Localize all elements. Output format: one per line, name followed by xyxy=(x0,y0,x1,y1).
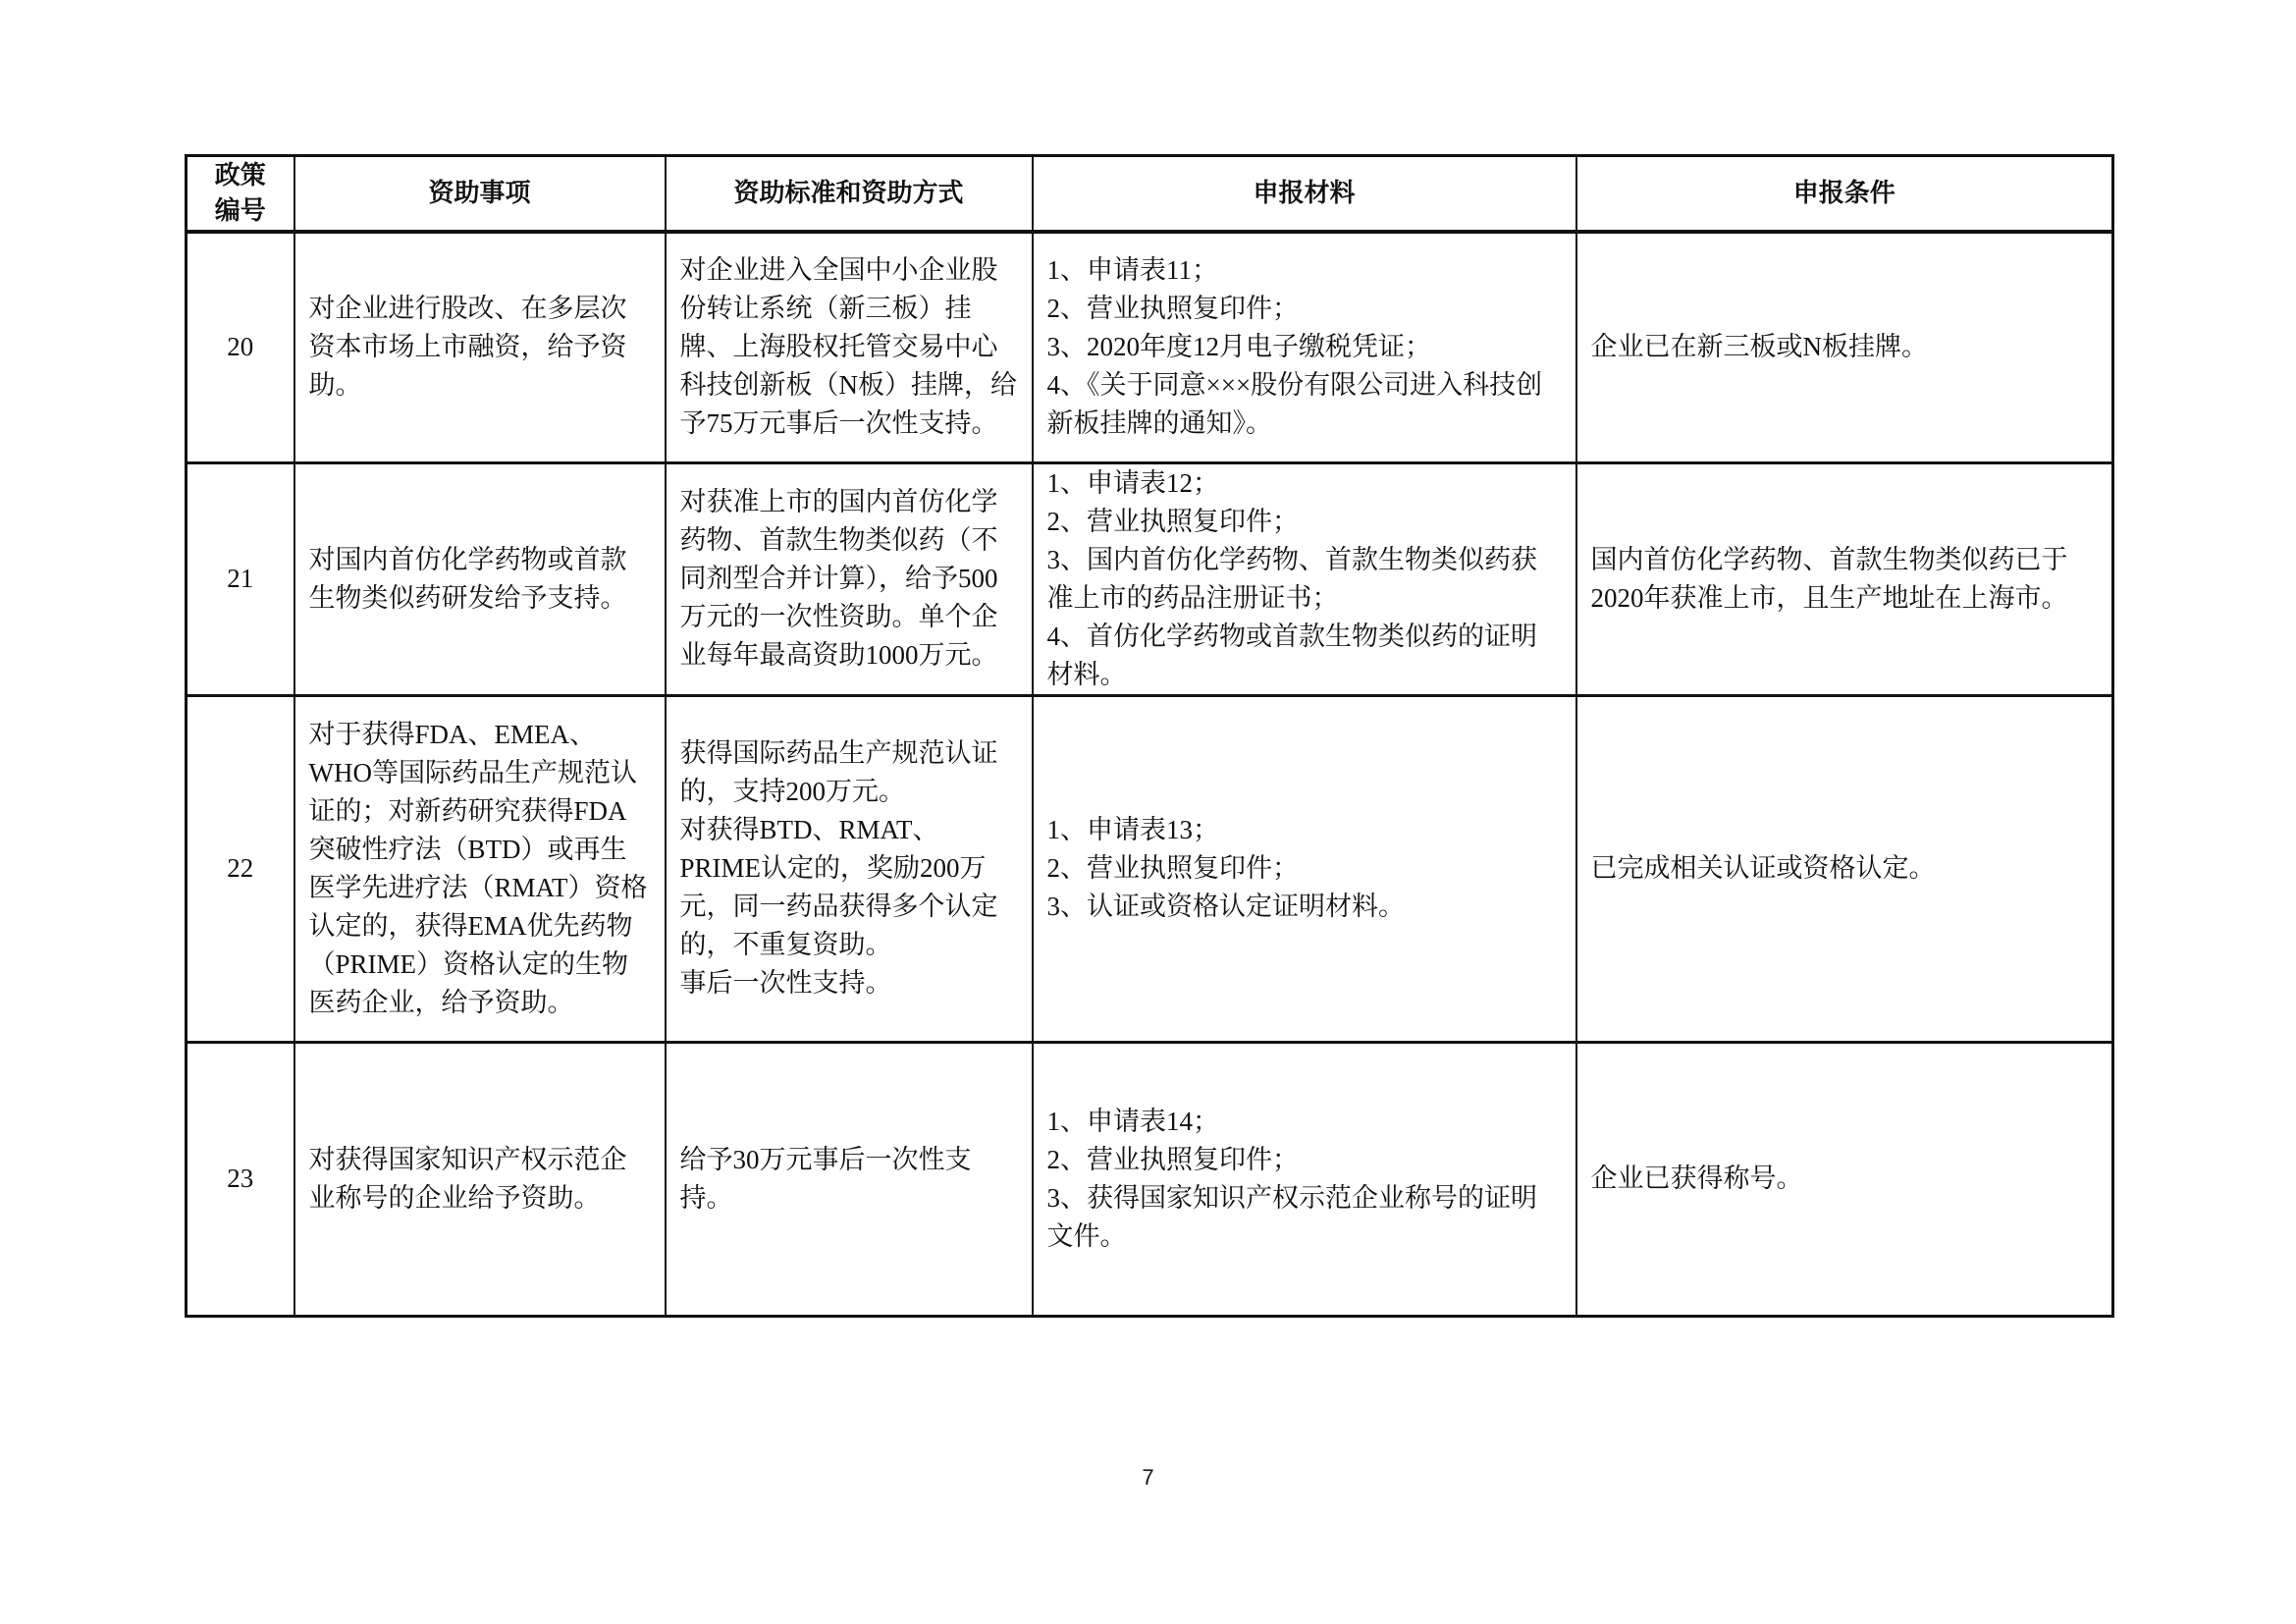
header-conditions: 申报条件 xyxy=(1576,156,2113,233)
material-item: 3、获得国家知识产权示范企业称号的证明文件。 xyxy=(1046,1182,1537,1251)
material-item: 2、营业执照复印件； xyxy=(1046,1144,1299,1174)
material-item: 4、首仿化学药物或首款生物类似药的证明材料。 xyxy=(1046,621,1537,689)
policy-table xyxy=(185,154,2114,1318)
funding-item: 对获得国家知识产权示范企业称号的企业给予资助。 xyxy=(294,1042,666,1316)
application-materials xyxy=(1033,462,1576,695)
table-row xyxy=(187,1042,2113,1316)
policy-number: 22 xyxy=(187,695,294,1042)
material-item: 4、《关于同意×××股份有限公司进入科技创新板挂牌的通知》。 xyxy=(1046,370,1543,439)
material-item: 1、申请表11； xyxy=(1046,255,1218,286)
material-item: 2、营业执照复印件； xyxy=(1046,506,1299,536)
funding-standard: 给予30万元事后一次性支持。 xyxy=(666,1042,1033,1316)
header-standard: 资助标准和资助方式 xyxy=(666,156,1033,233)
material-item: 1、申请表13； xyxy=(1046,815,1219,844)
application-conditions: 企业已在新三板或N板挂牌。 xyxy=(1576,232,2113,462)
header-item: 资助事项 xyxy=(294,156,666,233)
standard-line: 获得国际药品生产规范认证的，支持200万元。 xyxy=(679,738,998,806)
material-item: 1、申请表12； xyxy=(1046,467,1219,498)
page-number: 7 xyxy=(1142,1465,1154,1489)
table-header-row xyxy=(187,156,2113,233)
material-item: 3、国内首仿化学药物、首款生物类似药获准上市的药品注册证书； xyxy=(1046,544,1537,613)
material-item: 3、认证或资格认定证明材料。 xyxy=(1046,892,1405,921)
header-materials: 申报材料 xyxy=(1033,156,1576,233)
funding-standard: 对获准上市的国内首仿化学药物、首款生物类似药（不同剂型合并计算），给予500万元的一次性资助。单个企业每年最高资助1000万元。 xyxy=(666,462,1033,695)
application-conditions: 国内首仿化学药物、首款生物类似药已于2020年获准上市，且生产地址在上海市。 xyxy=(1576,462,2113,695)
funding-item: 对国内首仿化学药物或首款生物类似药研发给予支持。 xyxy=(294,462,666,695)
policy-number: 21 xyxy=(187,462,294,695)
header-policy-no: 政策 编号 xyxy=(187,156,294,233)
table-row xyxy=(187,232,2113,462)
table-row xyxy=(187,695,2113,1042)
funding-standard: 对企业进入全国中小企业股份转让系统（新三板）挂牌、上海股权托管交易中心科技创新板（N板）挂牌，给予75万元事后一次性支持。 xyxy=(666,232,1033,462)
application-materials xyxy=(1033,1042,1576,1316)
policy-number: 23 xyxy=(187,1042,294,1316)
policy-number: 20 xyxy=(187,232,294,462)
application-materials xyxy=(1033,232,1576,462)
standard-line: 对获得BTD、RMAT、PRIME认定的，奖励200万元，同一药品获得多个认定的，不重复资助。 xyxy=(679,815,998,959)
material-item: 2、营业执照复印件； xyxy=(1046,294,1299,324)
funding-item: 对企业进行股改、在多层次资本市场上市融资，给予资助。 xyxy=(294,232,666,462)
funding-item: 对于获得FDA、EMEA、WHO等国际药品生产规范认证的；对新药研究获得FDA突破性疗法（BTD）或再生医学先进疗法（RMAT）资格认定的，获得EMA优先药物（PRIME）资格认定的生物医药企业，给予资助。 xyxy=(294,695,666,1042)
material-item: 2、营业执照复印件； xyxy=(1046,853,1299,883)
table-row xyxy=(187,462,2113,695)
application-conditions: 企业已获得称号。 xyxy=(1576,1042,2113,1316)
application-materials xyxy=(1033,695,1576,1042)
material-item: 1、申请表14； xyxy=(1046,1106,1219,1136)
application-conditions: 已完成相关认证或资格认定。 xyxy=(1576,695,2113,1042)
standard-line: 事后一次性支持。 xyxy=(679,968,892,998)
funding-standard xyxy=(666,695,1033,1042)
material-item: 3、2020年度12月电子缴税凭证； xyxy=(1046,332,1431,362)
